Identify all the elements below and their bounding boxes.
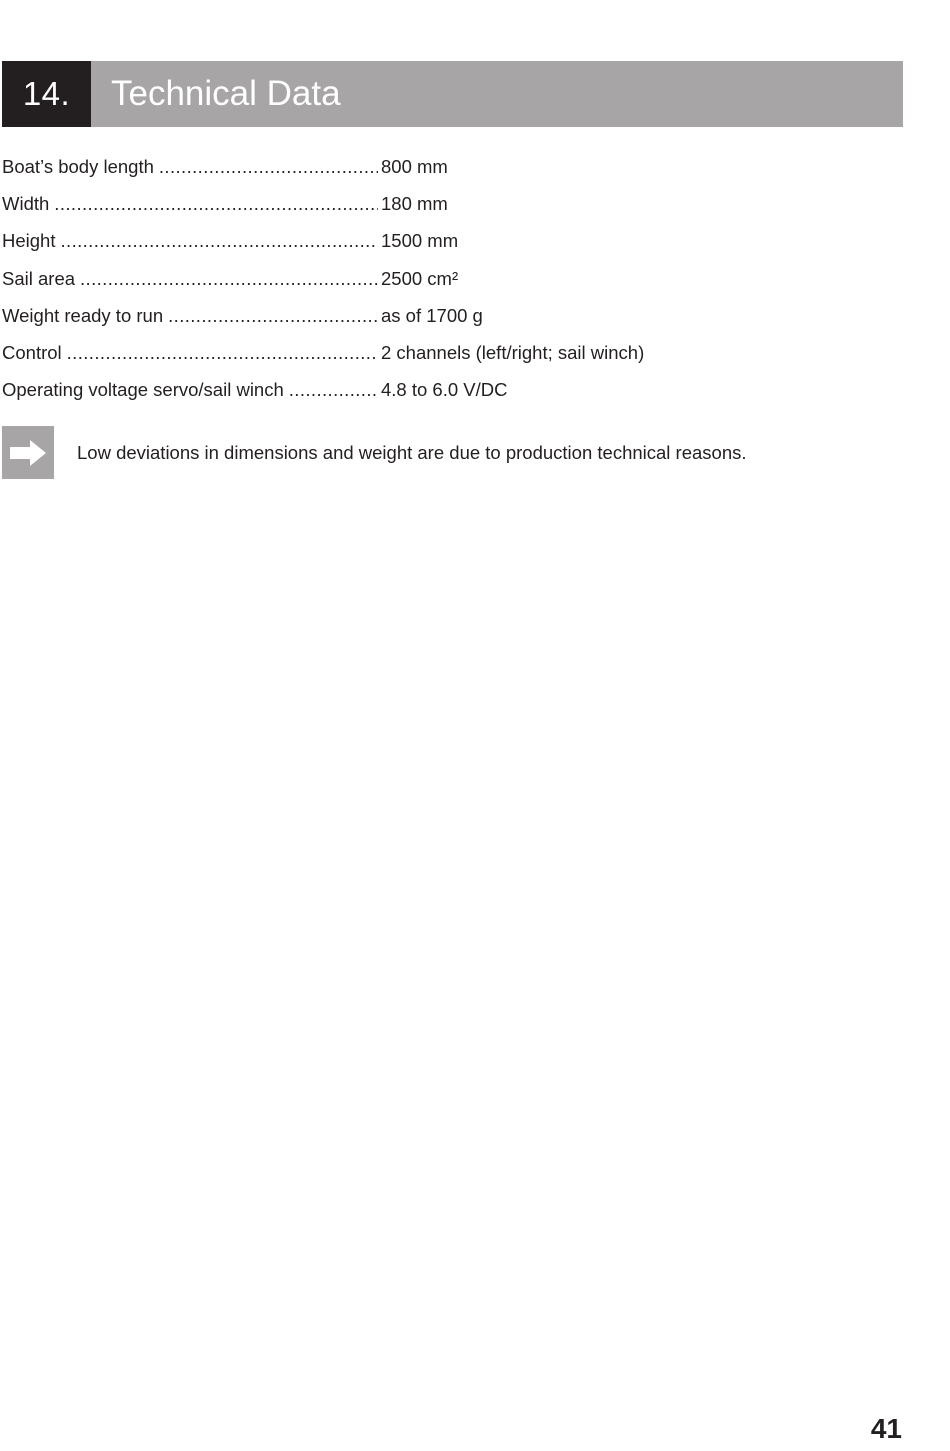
spec-row-voltage — [2, 371, 702, 408]
spec-row-weight — [2, 297, 702, 334]
leader-dots — [80, 260, 378, 297]
leader-dots — [289, 371, 378, 408]
section-title: Technical Data — [91, 61, 903, 127]
spec-label: Boat’s body length — [2, 156, 154, 177]
section-header — [2, 61, 903, 127]
spec-row-width — [2, 185, 702, 222]
spec-row-length — [2, 148, 702, 185]
spec-label: Operating voltage servo/sail winch — [2, 379, 284, 401]
leader-dots — [67, 334, 378, 371]
spec-label: Weight ready to run — [2, 304, 164, 326]
leader-dots — [60, 222, 378, 259]
leader-dots — [168, 297, 378, 334]
spec-value: 2500 cm² — [381, 267, 459, 289]
spec-label: Sail area — [2, 267, 76, 289]
spec-row-height — [2, 222, 702, 259]
page-number: 41 — [870, 1413, 902, 1444]
arrow-right-icon — [2, 426, 54, 479]
spec-row-control — [2, 334, 702, 371]
spec-value: 180 mm — [381, 193, 448, 215]
spec-value: 800 mm — [381, 156, 448, 177]
spec-value: 1500 mm — [381, 230, 459, 252]
spec-label: Width — [2, 193, 50, 215]
leader-dots — [159, 148, 378, 185]
spec-value: as of 1700 g — [381, 304, 483, 326]
spec-list — [2, 148, 702, 408]
spec-label: Height — [2, 230, 56, 252]
leader-dots — [54, 185, 378, 222]
spec-row-sail-area — [2, 260, 702, 297]
section-number: 14. — [2, 61, 91, 127]
note-text: Low deviations in dimensions and weight are due to production technical reasons. — [77, 441, 747, 463]
spec-label: Control — [2, 341, 62, 363]
spec-value: 2 channels (left/right; sail winch) — [381, 341, 645, 363]
spec-value: 4.8 to 6.0 V/DC — [381, 379, 508, 401]
note — [2, 426, 882, 479]
